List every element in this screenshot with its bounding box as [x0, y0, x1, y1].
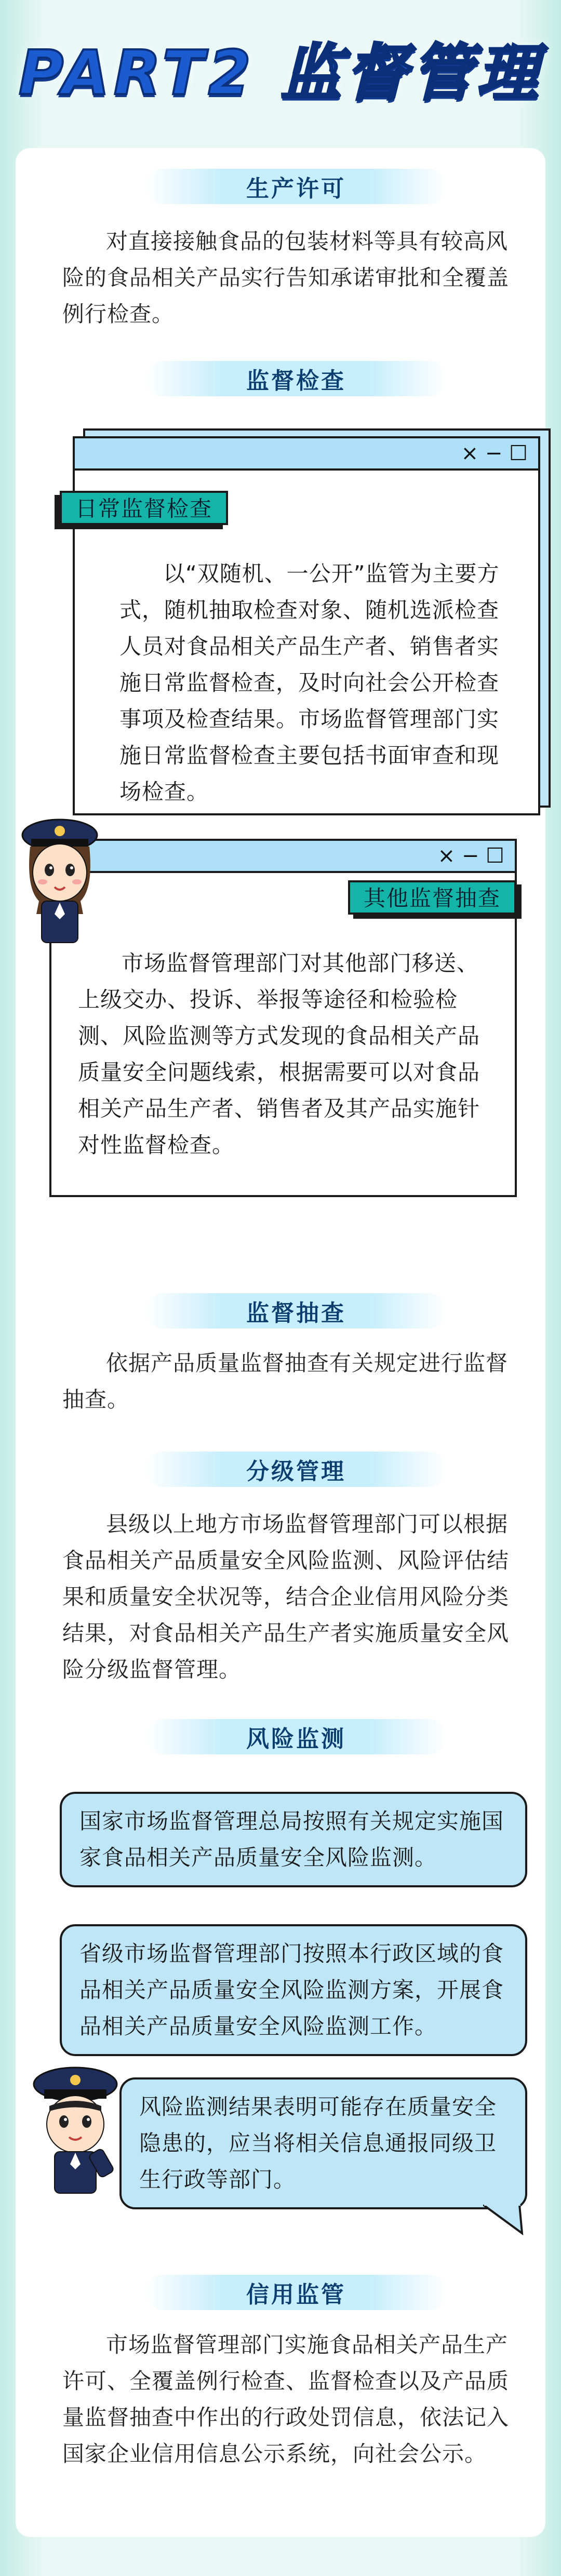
window2-body: 市场监督管理部门对其他部门移送、上级交办、投诉、举报等途径和检验检测、风险监测等方式发现的食品相关产品质量安全问题线索，根据需要可以对食品相关产品生产者、销售者及其产品实施针对性监督检查。: [78, 950, 480, 1158]
content-card: [16, 148, 545, 2537]
license-body: 对直接接触食品的包装材料等具有较高风险的食品相关产品实行告知承诺审批和全覆盖例行检查。: [62, 229, 510, 327]
credit-body: 市场监督管理部门实施食品相关产品生产许可、全覆盖例行检查、监督检查以及产品质量监督抽查中作出的行政处罚信息，依法记入国家企业信用信息公示系统，向社会公示。: [62, 2332, 510, 2466]
tag-routine-inspection: 日常监督检查: [60, 491, 228, 525]
risk-bubble-1: 国家市场监督管理总局按照有关规定实施国家食品相关产品质量安全风险监测。: [60, 1792, 527, 1887]
window2-controls: × − ☐: [437, 844, 504, 868]
inspector-mascot-2-icon: [26, 2059, 125, 2194]
header: [0, 0, 561, 135]
page-title: PART2 监督管理: [18, 37, 543, 109]
risk-bubble-2: 省级市场监督管理部门按照本行政区域的食品相关产品质量安全风险监测方案，开展食品相关产品质量安全风险监测工作。: [60, 1924, 527, 2056]
tag-other-inspection: 其他监督抽查: [348, 880, 516, 915]
grading-body: 县级以上地方市场监督管理部门可以根据食品相关产品质量安全风险监测、风险评估结果和质量安全状况等，结合企业信用风险分类结果，对食品相关产品生产者实施质量安全风险分级监督管理。: [62, 1511, 510, 1682]
window1-titlebar: [75, 438, 538, 471]
section-title-inspection: 监督检查: [145, 361, 447, 396]
window2-titlebar: [51, 841, 515, 873]
sampling-body: 依据产品质量监督抽查有关规定进行监督抽查。: [62, 1350, 509, 1412]
section-title-credit: 信用监管: [145, 2275, 447, 2310]
section-title-sampling: 监督抽查: [145, 1293, 447, 1329]
inspector-mascot-icon: [16, 810, 104, 945]
window1-body: 以“双随机、一公开”监管为主要方式，随机抽取检查对象、随机选派检查人员对食品相关产品生产者、销售者实施日常监督检查，及时向社会公开检查事项及检查结果。市场监督管理部门实施日常监督检查主要包括书面审查和现场检查。: [119, 561, 500, 804]
risk-bubble-3: 风险监测结果表明可能存在质量安全隐患的，应当将相关信息通报同级卫生行政等部门。: [119, 2077, 527, 2209]
section-title-risk: 风险监测: [145, 1719, 447, 1754]
section-title-license: 生产许可: [145, 169, 447, 204]
section-title-grading: 分级管理: [145, 1452, 447, 1487]
bubble-tail-icon: [483, 2205, 525, 2236]
window1-controls: × − ☐: [461, 441, 528, 465]
